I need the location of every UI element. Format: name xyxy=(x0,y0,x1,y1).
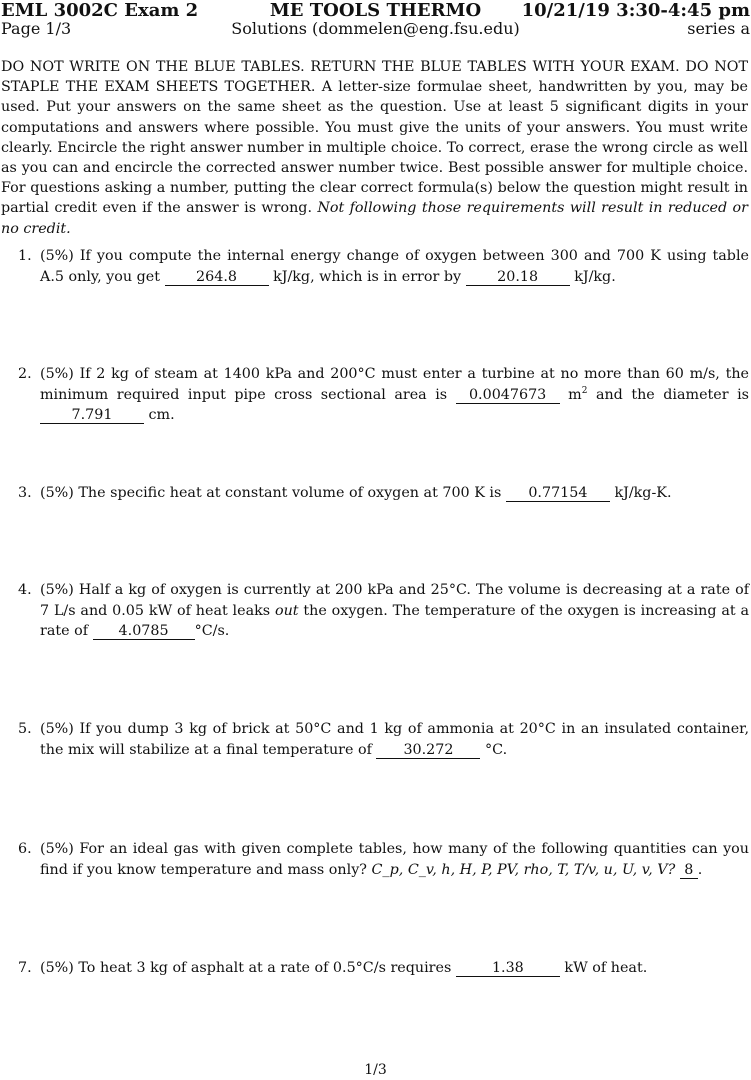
exam-title: ME TOOLS THERMO xyxy=(269,0,482,21)
emphasis: out xyxy=(274,602,299,619)
question-number: 2. xyxy=(18,366,32,382)
question-text xyxy=(40,246,749,287)
question-unit: kJ/kg. xyxy=(574,268,616,285)
question-prompt: (5%) For an ideal gas with given complete tables, how many of the following quantities can you find if you know temperature and mass only? xyxy=(40,841,749,878)
instructions-warning: Not following those requirements will result in reduced or no credit. xyxy=(1,200,748,237)
unit-exponent: 2 xyxy=(581,385,588,396)
exam-series: series a xyxy=(687,19,750,38)
answer-field[interactable]: 4.0785 xyxy=(93,623,195,640)
answer-field[interactable]: 20.18 xyxy=(466,269,570,286)
page-indicator: Page 1/3 xyxy=(1,19,72,38)
answer-field[interactable]: 30.272 xyxy=(376,742,480,759)
question-unit: m xyxy=(568,386,582,403)
question-prompt: the oxygen. The temperature of the oxygen is increasing at a rate of xyxy=(40,602,750,639)
exam-datetime: 10/21/19 3:30-4:45 pm xyxy=(521,0,750,21)
instructions xyxy=(1,57,748,239)
question-5 xyxy=(0,719,751,760)
header-row-2 xyxy=(0,19,751,41)
question-text xyxy=(40,580,749,642)
question-number: 3. xyxy=(18,485,32,501)
answer-field[interactable]: 0.77154 xyxy=(506,485,610,502)
question-unit: °C. xyxy=(485,741,508,758)
quantity-list: C_p, C_v, h, H, P, PV, rho, T, T/v, u, U, v, V? xyxy=(371,861,676,878)
question-prompt: and the diameter is xyxy=(595,386,749,403)
question-prompt: kJ/kg, which is in error by xyxy=(273,268,462,285)
question-3 xyxy=(0,483,751,504)
question-number: 4. xyxy=(18,582,32,598)
question-prompt: (5%) To heat 3 kg of asphalt at a rate of 0.5°C/s requires xyxy=(40,960,452,976)
question-number: 6. xyxy=(18,841,32,857)
answer-field[interactable]: 7.791 xyxy=(40,407,144,424)
question-text xyxy=(40,839,749,880)
course-code: EML 3002C Exam 2 xyxy=(1,0,199,21)
question-6 xyxy=(0,839,751,880)
question-prompt: (5%) The specific heat at constant volume of oxygen at 700 K is xyxy=(40,485,502,501)
answer-field[interactable]: 0.0047673 xyxy=(456,387,560,404)
question-prompt: (5%) If you compute the internal energy change of oxygen between 300 and 700 K using table A.5 only, you get xyxy=(40,248,749,285)
page-footer: 1/3 xyxy=(364,1062,387,1078)
question-text xyxy=(40,483,749,504)
question-prompt: (5%) If 2 kg of steam at 1400 kPa and 200°C must enter a turbine at no more than 60 m/s, the minimum required input pipe cross sectional area is xyxy=(40,366,749,403)
question-unit: kW of heat. xyxy=(564,960,648,976)
question-unit: cm. xyxy=(148,407,175,423)
question-unit: °C/s. xyxy=(194,623,230,639)
answer-field[interactable]: 8 xyxy=(680,862,698,879)
answer-field[interactable]: 1.38 xyxy=(456,960,560,977)
exam-subtitle: Solutions (dommelen@eng.fsu.edu) xyxy=(231,19,520,38)
question-unit: kJ/kg-K. xyxy=(614,485,672,501)
question-text xyxy=(40,719,749,760)
question-1 xyxy=(0,246,751,287)
question-text xyxy=(40,958,749,979)
answer-field[interactable]: 264.8 xyxy=(165,269,269,286)
question-prompt: (5%) Half a kg of oxygen is currently at 200 kPa and 25°C. The volume is decreasing at a rate of 7 L/s and 0.05 kW of heat leaks xyxy=(40,582,749,619)
question-prompt: (5%) If you dump 3 kg of brick at 50°C and 1 kg of ammonia at 20°C in an insulated container, the mix will stabilize at a final temperature of xyxy=(40,721,749,758)
question-4 xyxy=(0,580,751,642)
question-punctuation: . xyxy=(697,861,703,878)
question-number: 1. xyxy=(18,248,32,264)
question-number: 7. xyxy=(18,960,32,976)
question-2 xyxy=(0,364,751,426)
question-text xyxy=(40,364,749,426)
question-7 xyxy=(0,958,751,979)
instructions-text: DO NOT WRITE ON THE BLUE TABLES. RETURN THE BLUE TABLES WITH YOUR EXAM. DO NOT STAPLE THE EXAM SHEETS TOGETHER. A letter-size formulae sheet, handwritten by you, may be used. Put your answers on the same sheet as the question. Use at least 5 significant digits in your computations and answers where possible. You must give the units of your answers. You must write clearly. Encircle the right answer number in multiple choice. To correct, erase the wrong circle as well as you can and encircle the corrected answer number twice. Best possible answer for multiple choice. For questions asking a number, putting the clear correct formula(s) below the question might result in partial credit even if the answer is wrong. xyxy=(1,59,748,217)
question-number: 5. xyxy=(18,721,32,737)
